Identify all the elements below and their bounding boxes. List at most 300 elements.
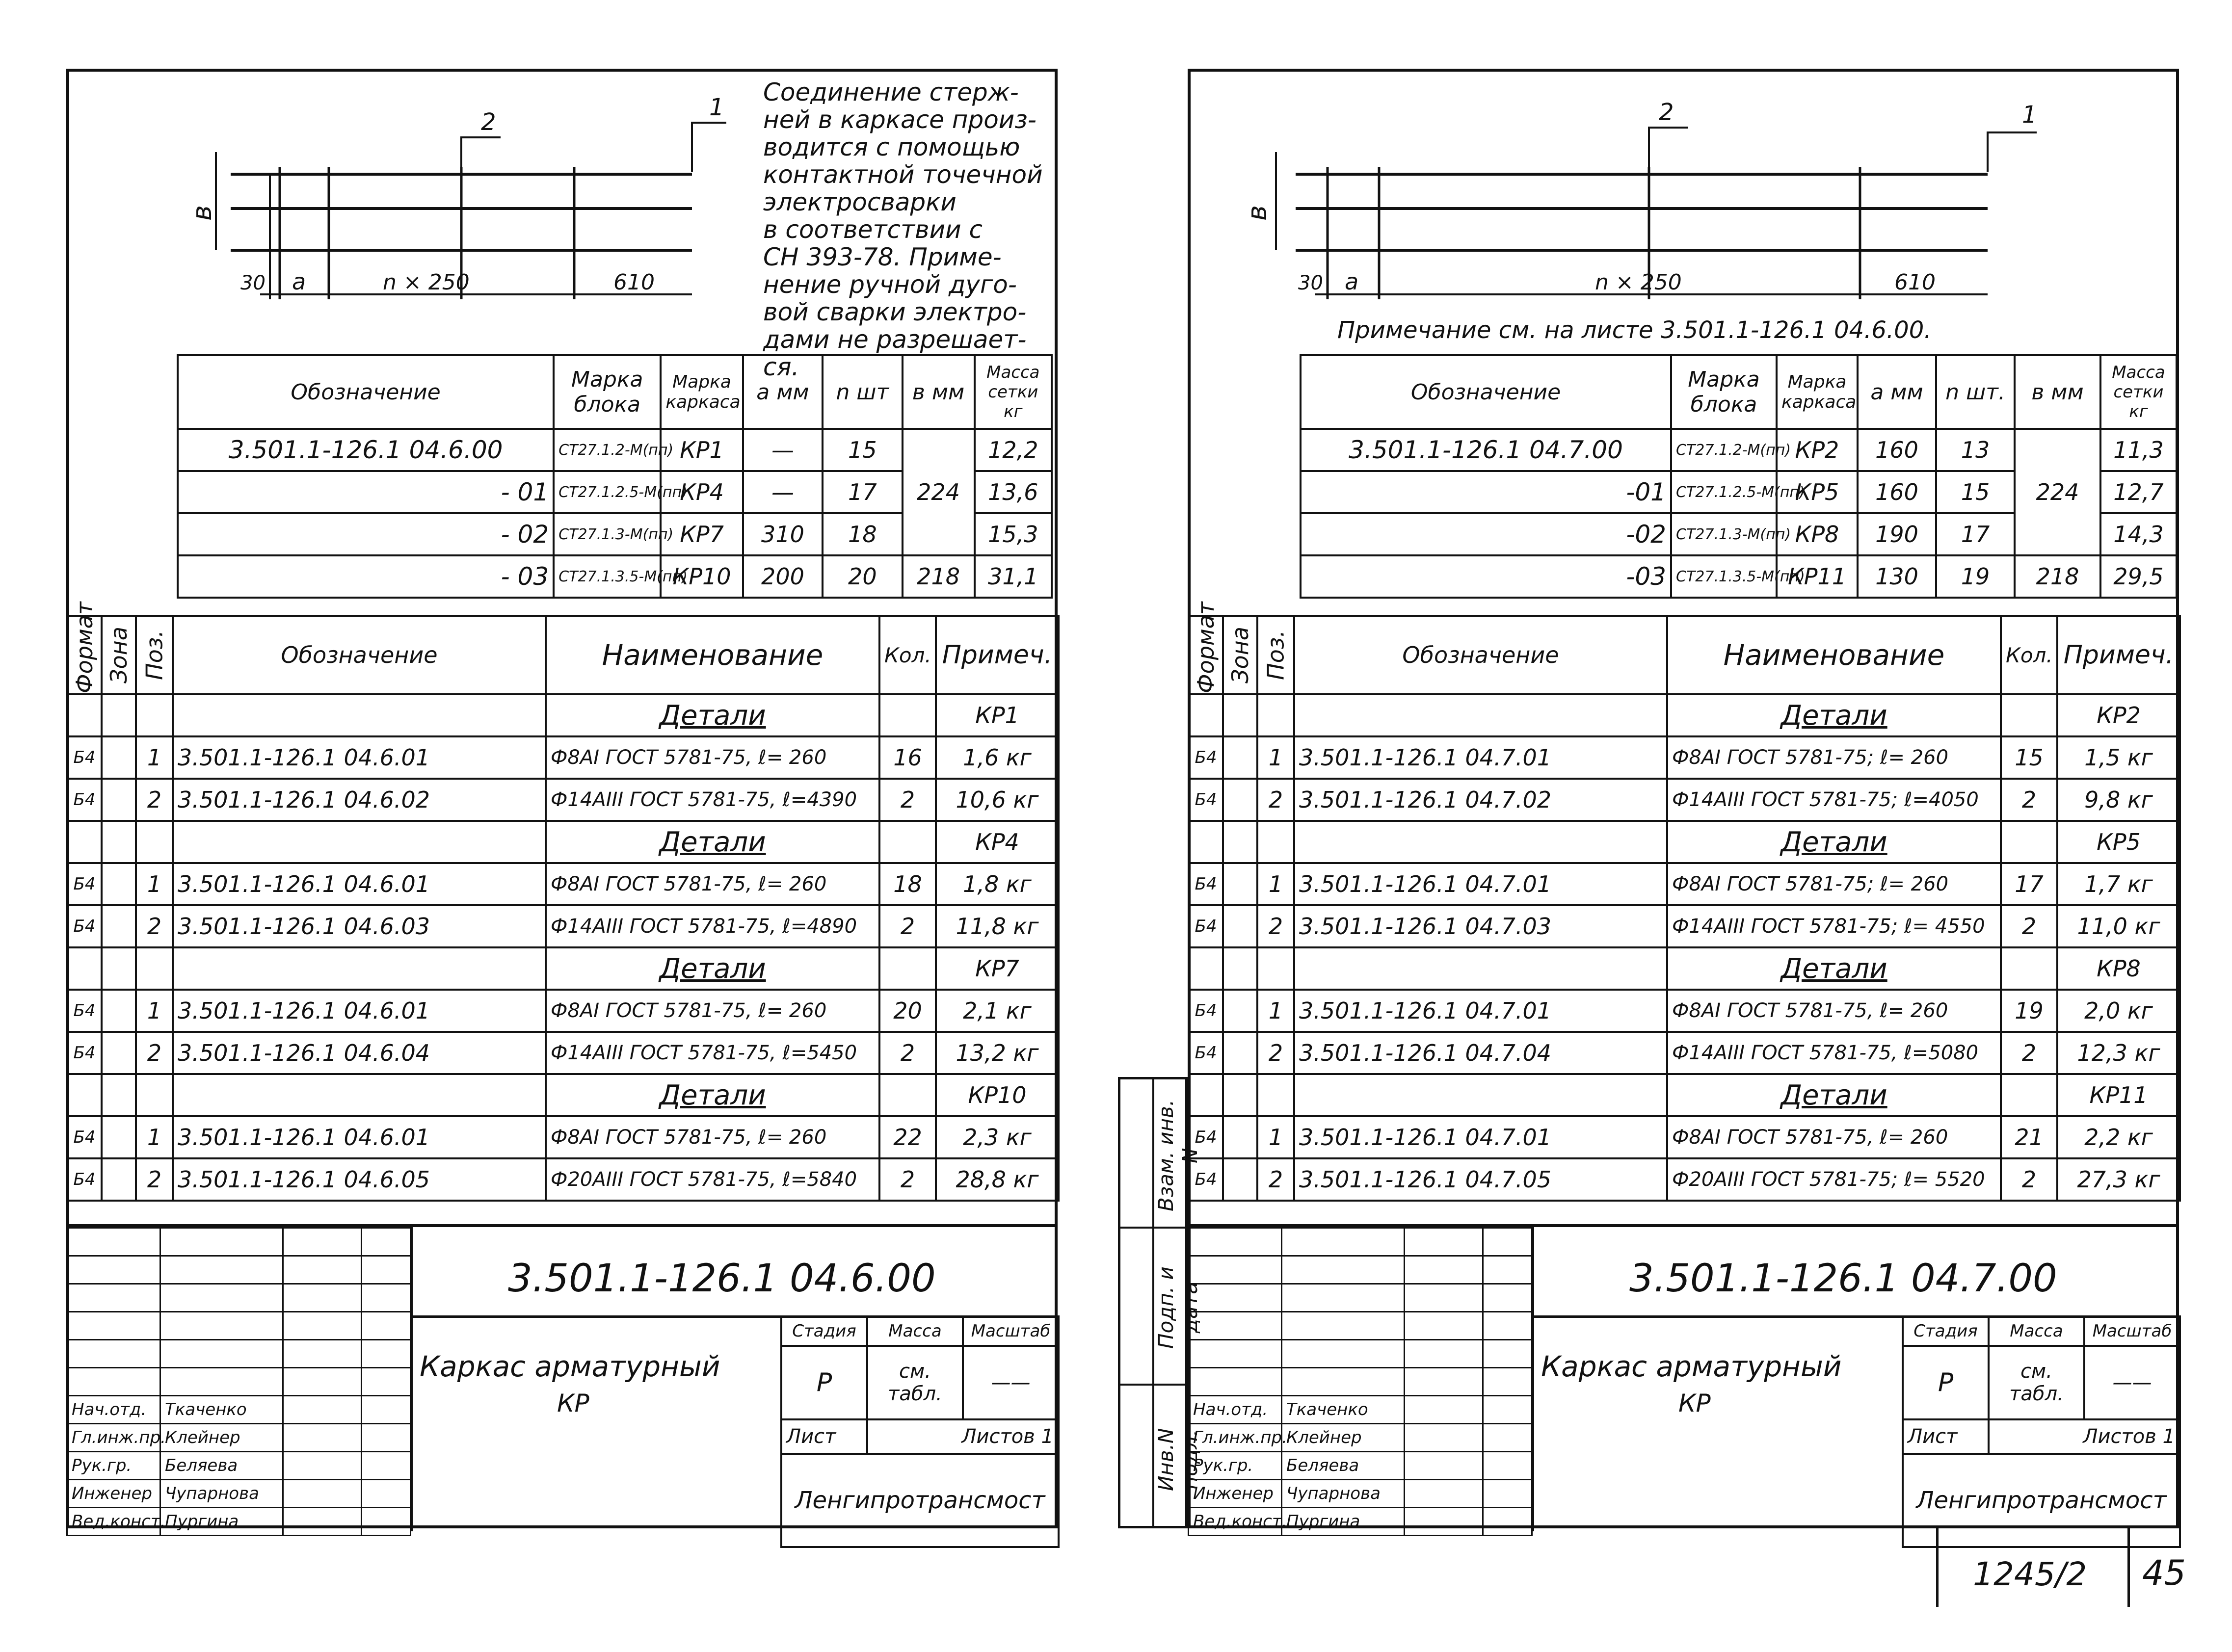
- spec-name: Ф14АIII ГОСТ 5781-75; ℓ= 4550: [1667, 905, 2001, 947]
- dim-610-label: 610: [613, 270, 655, 295]
- spec-pos: 1: [1257, 1116, 1294, 1158]
- spec-name: Ф8АI ГОСТ 5781-75, ℓ= 260: [1667, 1116, 2001, 1158]
- spec-designation: 3.501.1-126.1 04.7.01: [1294, 863, 1667, 905]
- frame-drawing-1: [186, 93, 751, 319]
- blocks-cell-mass: 11,3: [2100, 429, 2177, 471]
- spec-pos: 2: [1257, 779, 1294, 821]
- blocks-cell-mass: 14,3: [2100, 513, 2177, 555]
- stage-value: Р: [1903, 1346, 1989, 1419]
- mass-value: см. табл.: [867, 1346, 963, 1419]
- signer-name: Беляева: [160, 1452, 283, 1480]
- dim-n-label: n × 250: [383, 270, 470, 295]
- spec-qty: 2: [2001, 779, 2057, 821]
- spec-note: 28,8 кг: [936, 1158, 1059, 1201]
- blocks-cell-mass: 13,6: [975, 471, 1052, 513]
- frame-drawing-2: [1217, 93, 2100, 309]
- blocks-cell-a: 160: [1858, 429, 1936, 471]
- section-title: Детали: [1667, 694, 2001, 736]
- spec-header-format: Формат: [67, 616, 102, 694]
- spec-format: Б4: [1189, 905, 1223, 947]
- spec-pos: 1: [136, 1116, 173, 1158]
- blocks-cell-designation: -01: [1301, 471, 1671, 513]
- blocks-cell-n: 17: [1936, 513, 2015, 555]
- signature-row: [67, 1452, 411, 1480]
- signer-name: Клейнер: [160, 1424, 283, 1452]
- signature-grid-1: [66, 1227, 411, 1536]
- note-line: в соответствии с: [763, 215, 983, 244]
- stamp-subtitle: КР: [557, 1389, 589, 1417]
- stamp-subtitle: КР: [1678, 1389, 1711, 1417]
- section-title: Детали: [546, 694, 879, 736]
- blocks-cell-frame-mark: КР1: [661, 429, 743, 471]
- spec-format: Б4: [1189, 736, 1223, 779]
- doc-code: 3.501.1-126.1 04.7.00: [1629, 1257, 2057, 1301]
- section-frame-mark: КР2: [2057, 694, 2180, 736]
- spec-name: Ф8АI ГОСТ 5781-75, ℓ= 260: [546, 990, 879, 1032]
- blocks-cell-n: 19: [1936, 555, 2015, 598]
- note-line: дами не разрешает-: [763, 325, 1027, 354]
- spec-qty: 2: [879, 1158, 936, 1201]
- mass-label: Масса: [867, 1316, 963, 1346]
- title-block-2: [1188, 1224, 2179, 1531]
- blocks-cell-designation: -03: [1301, 555, 1671, 598]
- blocks-row: [178, 429, 1052, 471]
- section-frame-mark: КР8: [2057, 947, 2180, 990]
- spec-qty: 2: [2001, 905, 2057, 947]
- spec-row: [1189, 990, 2180, 1032]
- spec-name: Ф8АI ГОСТ 5781-75, ℓ= 260: [1667, 990, 2001, 1032]
- spec-section-row: [1189, 821, 2180, 863]
- blocks-cell-n: 20: [823, 555, 902, 598]
- note-reference: Примечание см. на листе 3.501.1-126.1 04.6.00.: [1337, 316, 1932, 344]
- bt-header-b: в мм: [903, 355, 975, 429]
- spec-header-zone: Зона: [102, 616, 136, 694]
- spec-pos: 1: [136, 736, 173, 779]
- scale-label: Масштаб: [963, 1316, 1059, 1346]
- signer-role: Инженер: [1189, 1480, 1282, 1508]
- blocks-cell-block-mark: СТ27.1.3.5-М(пп): [554, 555, 661, 598]
- spec-designation: 3.501.1-126.1 04.6.01: [173, 863, 546, 905]
- bt-header-block-mark: Марка блока: [554, 355, 661, 429]
- bt-header-mass: Масса сетки кг: [2100, 355, 2177, 429]
- spec-header-pos: Поз.: [1257, 616, 1294, 694]
- signer-name: Пургина: [160, 1508, 283, 1536]
- spec-format: Б4: [67, 863, 102, 905]
- spec-pos: 2: [136, 779, 173, 821]
- blocks-cell-block-mark: СТ27.1.3-М(пп): [1671, 513, 1777, 555]
- section-title: Детали: [546, 947, 879, 990]
- signer-role: Инженер: [67, 1480, 160, 1508]
- spec-name: Ф14АIII ГОСТ 5781-75, ℓ=4390: [546, 779, 879, 821]
- stamp-title: Каркас арматурный: [420, 1350, 720, 1383]
- side-label-sign: Подп. и дата: [1154, 1266, 1202, 1349]
- spec-row: [67, 990, 1059, 1032]
- spec-pos: 1: [1257, 736, 1294, 779]
- bt-header-designation: Обозначение: [178, 355, 554, 429]
- spec-header-name: Наименование: [546, 616, 879, 694]
- spec-header-qty: Кол.: [879, 616, 936, 694]
- signer-role: Нач.отд.: [1189, 1396, 1282, 1424]
- note-line: нение ручной дуго-: [763, 270, 1017, 299]
- spec-designation: 3.501.1-126.1 04.7.01: [1294, 1116, 1667, 1158]
- spec-format: Б4: [1189, 990, 1223, 1032]
- blocks-cell-n: 17: [823, 471, 902, 513]
- spec-designation: 3.501.1-126.1 04.6.02: [173, 779, 546, 821]
- spec-row: [1189, 905, 2180, 947]
- dim-n-label: n × 250: [1595, 270, 1682, 295]
- blocks-table-1: [177, 354, 1053, 599]
- bt-header-a: а мм: [1858, 355, 1936, 429]
- dim-a-label: а: [1345, 268, 1359, 295]
- signature: [283, 1508, 362, 1536]
- side-label-replace: Взам. инв. N: [1154, 1099, 1202, 1212]
- sheet-label: Лист: [1903, 1419, 1989, 1454]
- spec-table-1: [66, 602, 1060, 1202]
- blocks-cell-a: —: [743, 429, 823, 471]
- signature-grid-2: [1188, 1227, 1533, 1536]
- section-frame-mark: КР11: [2057, 1074, 2180, 1116]
- blocks-cell-frame-mark: КР10: [661, 555, 743, 598]
- spec-designation: 3.501.1-126.1 04.7.04: [1294, 1032, 1667, 1074]
- blocks-row: [1301, 429, 2177, 471]
- blocks-cell-block-mark: СТ27.1.3-М(пп): [554, 513, 661, 555]
- spec-qty: 20: [879, 990, 936, 1032]
- blocks-cell-a: 160: [1858, 471, 1936, 513]
- note-line: водится с помощью: [763, 133, 1020, 161]
- spec-row: [1189, 1032, 2180, 1074]
- section-frame-mark: КР10: [936, 1074, 1059, 1116]
- bt-header-n: n шт.: [1936, 355, 2015, 429]
- spec-name: Ф14АIII ГОСТ 5781-75; ℓ=4050: [1667, 779, 2001, 821]
- stage-value: Р: [781, 1346, 867, 1419]
- blocks-cell-frame-mark: КР2: [1777, 429, 1858, 471]
- note-line: электросварки: [763, 188, 957, 216]
- scale-label: Масштаб: [2084, 1316, 2180, 1346]
- spec-name: Ф14АIII ГОСТ 5781-75, ℓ=4890: [546, 905, 879, 947]
- bt-header-b: в мм: [2015, 355, 2100, 429]
- signature: [1405, 1480, 1483, 1508]
- spec-designation: 3.501.1-126.1 04.6.05: [173, 1158, 546, 1201]
- spec-format: Б4: [67, 736, 102, 779]
- leader-1-label: 1: [2022, 101, 2037, 129]
- album-number: 1245/2: [1973, 1555, 2087, 1593]
- spec-qty: 2: [879, 779, 936, 821]
- signature: [1405, 1424, 1483, 1452]
- spec-pos: 2: [136, 905, 173, 947]
- spec-format: Б4: [67, 990, 102, 1032]
- dim-b-label: в: [1242, 205, 1273, 221]
- stage-label: Стадия: [781, 1316, 867, 1346]
- spec-qty: 19: [2001, 990, 2057, 1032]
- section-frame-mark: КР7: [936, 947, 1059, 990]
- spec-row: [1189, 1158, 2180, 1201]
- signer-name: Беляева: [1282, 1452, 1405, 1480]
- blocks-cell-a: 310: [743, 513, 823, 555]
- spec-pos: 2: [1257, 1032, 1294, 1074]
- spec-section-row: [1189, 694, 2180, 736]
- blocks-cell-a: 130: [1858, 555, 1936, 598]
- signature: [283, 1424, 362, 1452]
- leader-1-label: 1: [709, 94, 724, 121]
- spec-designation: 3.501.1-126.1 04.7.03: [1294, 905, 1667, 947]
- section-title: Детали: [1667, 947, 2001, 990]
- spec-row: [1189, 736, 2180, 779]
- section-title: Детали: [546, 821, 879, 863]
- stamp-title: Каркас арматурный: [1541, 1350, 1842, 1383]
- spec-section-row: [1189, 1074, 2180, 1116]
- spec-note: 2,1 кг: [936, 990, 1059, 1032]
- signer-name: Клейнер: [1282, 1424, 1405, 1452]
- signer-role: Гл.инж.пр.: [67, 1424, 160, 1452]
- bt-header-mass: Масса сетки кг: [975, 355, 1052, 429]
- spec-designation: 3.501.1-126.1 04.6.01: [173, 990, 546, 1032]
- signer-name: Пургина: [1282, 1508, 1405, 1536]
- blocks-cell-designation: - 02: [178, 513, 554, 555]
- sheets-label: Листов 1: [867, 1419, 1059, 1454]
- spec-note: 11,0 кг: [2057, 905, 2180, 947]
- spec-format: Б4: [1189, 863, 1223, 905]
- bt-header-a: а мм: [743, 355, 823, 429]
- signature-row: [1189, 1396, 1532, 1424]
- dim-a-label: а: [292, 268, 306, 295]
- signer-name: Ткаченко: [160, 1396, 283, 1424]
- spec-row: [1189, 1116, 2180, 1158]
- bt-header-designation: Обозначение: [1301, 355, 1671, 429]
- spec-row: [1189, 863, 2180, 905]
- spec-pos: 1: [136, 863, 173, 905]
- signer-name: Ткаченко: [1282, 1396, 1405, 1424]
- blocks-cell-designation: -02: [1301, 513, 1671, 555]
- spec-note: 1,7 кг: [2057, 863, 2180, 905]
- signature-row: [67, 1424, 411, 1452]
- spec-format: Б4: [1189, 779, 1223, 821]
- blocks-table-2: [1300, 354, 2178, 599]
- sheets-label: Листов 1: [1989, 1419, 2180, 1454]
- spec-header-note: Примеч.: [2057, 616, 2180, 694]
- spec-format: Б4: [67, 1032, 102, 1074]
- spec-pos: 2: [136, 1032, 173, 1074]
- spec-note: 1,6 кг: [936, 736, 1059, 779]
- spec-format: Б4: [67, 779, 102, 821]
- spec-name: Ф20АIII ГОСТ 5781-75, ℓ=5840: [546, 1158, 879, 1201]
- spec-format: Б4: [1189, 1032, 1223, 1074]
- spec-section-row: [67, 694, 1059, 736]
- blocks-cell-a: 200: [743, 555, 823, 598]
- leader-2-label: 2: [1659, 99, 1674, 126]
- spec-name: Ф14АIII ГОСТ 5781-75, ℓ=5080: [1667, 1032, 2001, 1074]
- spec-note: 11,8 кг: [936, 905, 1059, 947]
- spec-row: [67, 863, 1059, 905]
- spec-qty: 15: [2001, 736, 2057, 779]
- blocks-cell-a: —: [743, 471, 823, 513]
- welding-note: [763, 79, 1058, 381]
- spec-header-designation: Обозначение: [1294, 616, 1667, 694]
- section-title: Детали: [546, 1074, 879, 1116]
- spec-designation: 3.501.1-126.1 04.6.04: [173, 1032, 546, 1074]
- spec-header-note: Примеч.: [936, 616, 1059, 694]
- spec-row: [67, 1032, 1059, 1074]
- spec-note: 27,3 кг: [2057, 1158, 2180, 1201]
- spec-table-2: [1188, 602, 2181, 1202]
- blocks-cell-frame-mark: КР4: [661, 471, 743, 513]
- bt-header-frame-mark: Марка каркаса: [661, 355, 743, 429]
- spec-header-pos: Поз.: [136, 616, 173, 694]
- spec-note: 12,3 кг: [2057, 1032, 2180, 1074]
- spec-name: Ф8АI ГОСТ 5781-75, ℓ= 260: [546, 736, 879, 779]
- blocks-cell-block-mark: СТ27.1.2-М(пп): [1671, 429, 1777, 471]
- scale-value: ——: [963, 1346, 1059, 1419]
- spec-qty: 22: [879, 1116, 936, 1158]
- spec-name: Ф8АI ГОСТ 5781-75, ℓ= 260: [546, 863, 879, 905]
- note-line: ся.: [763, 353, 799, 381]
- blocks-cell-b: 218: [2015, 555, 2100, 598]
- spec-row: [67, 779, 1059, 821]
- blocks-cell-frame-mark: КР11: [1777, 555, 1858, 598]
- spec-designation: 3.501.1-126.1 04.7.01: [1294, 736, 1667, 779]
- spec-section-row: [67, 821, 1059, 863]
- signature-row: [1189, 1452, 1532, 1480]
- section-frame-mark: КР1: [936, 694, 1059, 736]
- blocks-cell-mass: 29,5: [2100, 555, 2177, 598]
- mass-label: Масса: [1989, 1316, 2084, 1346]
- blocks-cell-designation: - 03: [178, 555, 554, 598]
- blocks-cell-designation: 3.501.1-126.1 04.6.00: [178, 429, 554, 471]
- spec-pos: 2: [1257, 905, 1294, 947]
- signer-role: Вед.конст.: [1189, 1508, 1282, 1536]
- blocks-cell-frame-mark: КР5: [1777, 471, 1858, 513]
- spec-row: [67, 1116, 1059, 1158]
- doc-code: 3.501.1-126.1 04.6.00: [508, 1257, 936, 1301]
- blocks-cell-mass: 12,2: [975, 429, 1052, 471]
- signer-role: Нач.отд.: [67, 1396, 160, 1424]
- spec-designation: 3.501.1-126.1 04.7.05: [1294, 1158, 1667, 1201]
- dim-30-label: 30: [240, 272, 266, 294]
- blocks-cell-block-mark: СТ27.1.3.5-М(пп): [1671, 555, 1777, 598]
- org-name: Ленгипротрансмост: [1903, 1454, 2180, 1547]
- spec-pos: 2: [136, 1158, 173, 1201]
- sheet-label: Лист: [781, 1419, 867, 1454]
- signature-row: [67, 1480, 411, 1508]
- spec-pos: 2: [1257, 1158, 1294, 1201]
- signature-row: [67, 1508, 411, 1536]
- spec-header-qty: Кол.: [2001, 616, 2057, 694]
- section-title: Детали: [1667, 1074, 2001, 1116]
- bt-header-frame-mark: Марка каркаса: [1777, 355, 1858, 429]
- signature: [1405, 1396, 1483, 1424]
- bt-header-n: n шт: [823, 355, 902, 429]
- bt-header-block-mark: Марка блока: [1671, 355, 1777, 429]
- signer-role: Рук.гр.: [1189, 1452, 1282, 1480]
- stage-label: Стадия: [1903, 1316, 1989, 1346]
- signer-name: Чупарнова: [1282, 1480, 1405, 1508]
- blocks-cell-n: 15: [823, 429, 902, 471]
- blocks-row: [178, 555, 1052, 598]
- spec-qty: 16: [879, 736, 936, 779]
- side-strip: [1118, 1077, 1202, 1528]
- spec-qty: 18: [879, 863, 936, 905]
- spec-header-format: Формат: [1189, 616, 1223, 694]
- spec-name: Ф20АIII ГОСТ 5781-75; ℓ= 5520: [1667, 1158, 2001, 1201]
- signer-role: Рук.гр.: [67, 1452, 160, 1480]
- stamp-grid-1: [780, 1315, 1060, 1548]
- spec-qty: 2: [2001, 1158, 2057, 1201]
- spec-header-zone: Зона: [1223, 616, 1257, 694]
- signature: [283, 1396, 362, 1424]
- blocks-cell-b: 218: [903, 555, 975, 598]
- spec-designation: 3.501.1-126.1 04.6.01: [173, 1116, 546, 1158]
- note-line: вой сварки электро-: [763, 298, 1027, 326]
- spec-header-designation: Обозначение: [173, 616, 546, 694]
- blocks-cell-mass: 31,1: [975, 555, 1052, 598]
- blocks-cell-block-mark: СТ27.1.2.5-М(пп): [1671, 471, 1777, 513]
- spec-format: Б4: [67, 1116, 102, 1158]
- title-block-1: [66, 1224, 1058, 1531]
- blocks-cell-mass: 12,7: [2100, 471, 2177, 513]
- stamp-grid-2: [1902, 1315, 2181, 1548]
- signature-row: [1189, 1508, 1532, 1536]
- blocks-cell-a: 190: [1858, 513, 1936, 555]
- spec-qty: 2: [879, 905, 936, 947]
- spec-note: 13,2 кг: [936, 1032, 1059, 1074]
- signer-role: Гл.инж.пр.: [1189, 1424, 1282, 1452]
- spec-row: [67, 1158, 1059, 1201]
- spec-section-row: [1189, 947, 2180, 990]
- spec-designation: 3.501.1-126.1 04.6.03: [173, 905, 546, 947]
- dim-b-label: в: [186, 205, 217, 221]
- org-name: Ленгипротрансмост: [781, 1454, 1059, 1547]
- spec-note: 9,8 кг: [2057, 779, 2180, 821]
- spec-header-name: Наименование: [1667, 616, 2001, 694]
- section-frame-mark: КР5: [2057, 821, 2180, 863]
- spec-section-row: [67, 1074, 1059, 1116]
- spec-qty: 2: [2001, 1032, 2057, 1074]
- spec-qty: 17: [2001, 863, 2057, 905]
- spec-pos: 1: [1257, 990, 1294, 1032]
- signature: [283, 1480, 362, 1508]
- spec-format: Б4: [67, 905, 102, 947]
- spec-qty: 2: [879, 1032, 936, 1074]
- mass-value: см. табл.: [1989, 1346, 2084, 1419]
- note-line: Соединение стерж-: [763, 78, 1019, 106]
- signature: [1405, 1452, 1483, 1480]
- section-title: Детали: [1667, 821, 2001, 863]
- blocks-cell-n: 13: [1936, 429, 2015, 471]
- spec-note: 10,6 кг: [936, 779, 1059, 821]
- blocks-cell-b: 224: [2015, 429, 2100, 555]
- spec-name: Ф14АIII ГОСТ 5781-75, ℓ=5450: [546, 1032, 879, 1074]
- spec-pos: 1: [136, 990, 173, 1032]
- note-line: контактной точечной: [763, 160, 1043, 189]
- blocks-cell-block-mark: СТ27.1.2-М(пп): [554, 429, 661, 471]
- spec-designation: 3.501.1-126.1 04.7.01: [1294, 990, 1667, 1032]
- blocks-cell-frame-mark: КР7: [661, 513, 743, 555]
- blocks-cell-frame-mark: КР8: [1777, 513, 1858, 555]
- spec-note: 1,5 кг: [2057, 736, 2180, 779]
- blocks-cell-designation: - 01: [178, 471, 554, 513]
- spec-note: 1,8 кг: [936, 863, 1059, 905]
- spec-note: 2,2 кг: [2057, 1116, 2180, 1158]
- spec-format: Б4: [1189, 1158, 1223, 1201]
- blocks-cell-block-mark: СТ27.1.2.5-М(пп): [554, 471, 661, 513]
- signature-row: [67, 1396, 411, 1424]
- blocks-cell-designation: 3.501.1-126.1 04.7.00: [1301, 429, 1671, 471]
- spec-row: [67, 905, 1059, 947]
- scale-value: ——: [2084, 1346, 2180, 1419]
- spec-note: 2,3 кг: [936, 1116, 1059, 1158]
- spec-row: [67, 736, 1059, 779]
- spec-row: [1189, 779, 2180, 821]
- section-frame-mark: КР4: [936, 821, 1059, 863]
